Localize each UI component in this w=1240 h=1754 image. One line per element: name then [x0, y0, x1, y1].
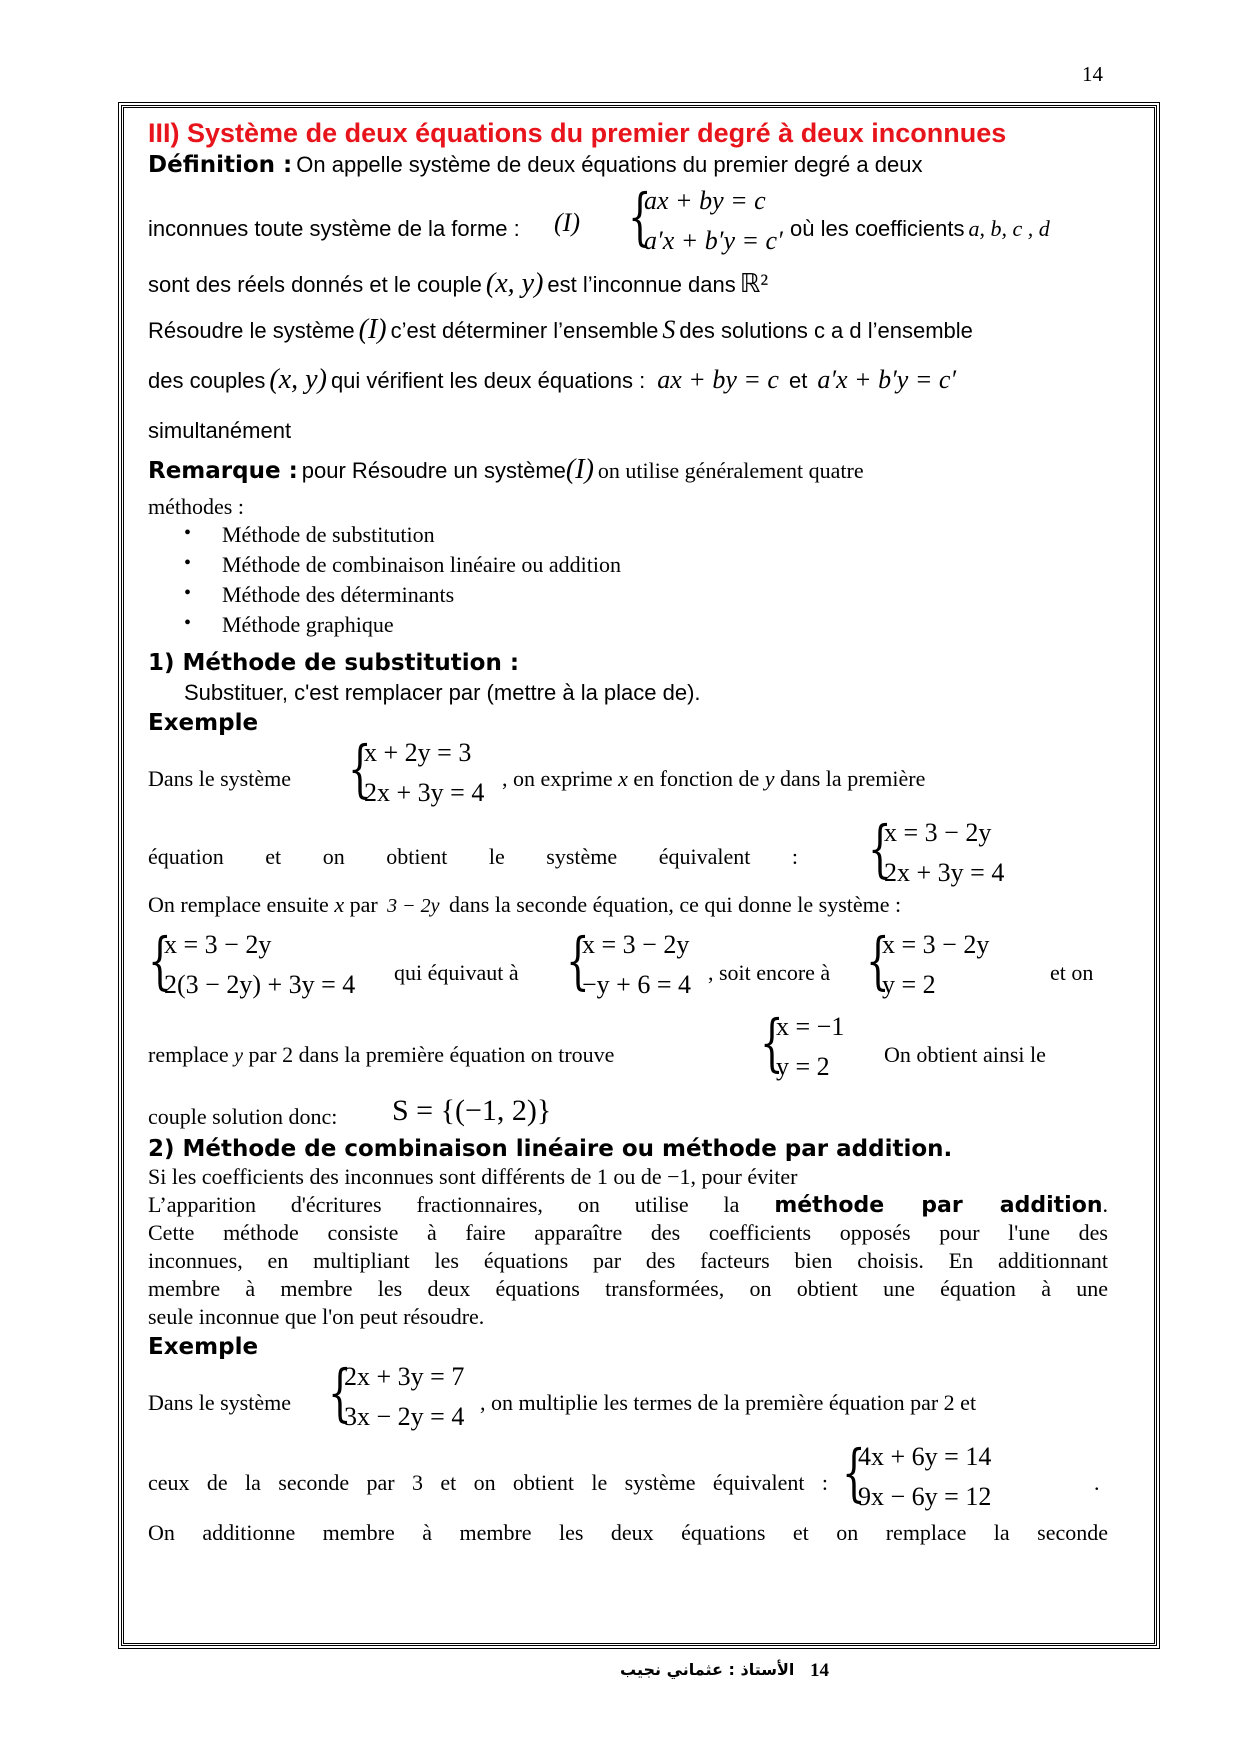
subst-soit: , soit encore à — [708, 960, 831, 985]
subst-eton: et on — [1050, 960, 1094, 985]
addition-p1: Si les coefficients des inconnues sont différents de 1 ou de −1, pour éviter — [148, 1164, 798, 1189]
subst-l1a: Dans le système — [148, 766, 291, 791]
definition-line-5: Résoudre le système (I) c’est déterminer l’ensemble S des solutions c a d l’ensemble — [148, 314, 973, 345]
exemple-2-label: Exemple — [148, 1334, 259, 1360]
exemple-1-label: Exemple — [148, 710, 259, 736]
definition-line-6: des couples (x, y) qui vérifient les deux équations : ax + by = c et a′x + b′y = c′ — [148, 364, 957, 395]
section-title: III) Système de deux équations du premier degré à deux inconnues — [148, 118, 1007, 148]
addition-p4: inconnues, en multipliant les équations par des facteurs bien choisis. En additionnant — [148, 1248, 1108, 1273]
subst-l6a: couple solution donc: — [148, 1104, 338, 1129]
remarque-line-1: Remarque : pour Résoudre un système(I) on utilise généralement quatre — [148, 454, 864, 485]
definition-text-11: simultanément — [148, 418, 292, 443]
subst-l1-rest: , on exprime x en fonction de y dans la première — [502, 766, 926, 791]
definition-text-2: inconnues toute système de la forme : — [148, 216, 520, 241]
subst-l2a: équation et on obtient le système équivalent : — [148, 844, 798, 869]
subst-l5: remplace y par 2 dans la première équation on trouve — [148, 1042, 615, 1067]
add-l1b: , on multiplie les termes de la première équation par 2 et — [480, 1390, 977, 1415]
add-l2: ceux de la seconde par 3 et on obtient le système équivalent : — [148, 1470, 828, 1495]
substitution-title: 1) Méthode de substitution : — [148, 650, 520, 676]
definition-line-4: sont des réels donnés et le couple (x, y) est l’inconnue dans ℝ² — [148, 268, 769, 299]
subst-qui: qui équivaut à — [394, 960, 519, 985]
footer-page-number: 14 — [810, 1660, 829, 1681]
addition-p2: L’apparition d'écritures fractionnaires, on utilise la méthode par addition. — [148, 1192, 1108, 1218]
subst-solution: S = {(−1, 2)} — [392, 1094, 552, 1127]
definition-line-1 — [148, 152, 922, 178]
add-l3: On additionne membre à membre les deux équations et on remplace la seconde — [148, 1520, 1108, 1545]
page-number: 14 — [1082, 62, 1103, 86]
subst-l5c: On obtient ainsi le — [884, 1042, 1046, 1067]
subst-l3: On remplace ensuite x par 3 − 2y dans la seconde équation, ce qui donne le système : — [148, 892, 902, 917]
definition-text-1: On appelle système de deux équations du premier degré a deux — [296, 152, 923, 177]
addition-p6: seule inconnue que l'on peut résoudre. — [148, 1304, 485, 1329]
addition-p5: membre à membre les deux équations transformées, on obtient une équation à une — [148, 1276, 1108, 1301]
system-name: (I) — [554, 208, 580, 237]
footer-author: الأستاذ : عثماني نجيب — [620, 1660, 795, 1679]
definition-label: Définition : — [148, 152, 293, 178]
remarque-text-3: méthodes : — [148, 494, 244, 519]
addition-title: 2) Méthode de combinaison linéaire ou méthode par addition. — [148, 1136, 953, 1162]
addition-p3: Cette méthode consiste à faire apparaître des coefficients opposés pour l'une des — [148, 1220, 1108, 1245]
add-period: . — [1094, 1470, 1100, 1495]
system-general-eq2: a′x + b′y = c′ — [644, 226, 783, 255]
substitution-subtitle: Substituer, c'est remplacer par (mettre à la place de). — [184, 680, 701, 705]
footer — [620, 1660, 829, 1681]
system-general-eq1: ax + by = c — [644, 186, 766, 215]
definition-line-3: où les coefficients a, b, c , d — [790, 216, 1050, 241]
add-l1a: Dans le système — [148, 1390, 291, 1415]
